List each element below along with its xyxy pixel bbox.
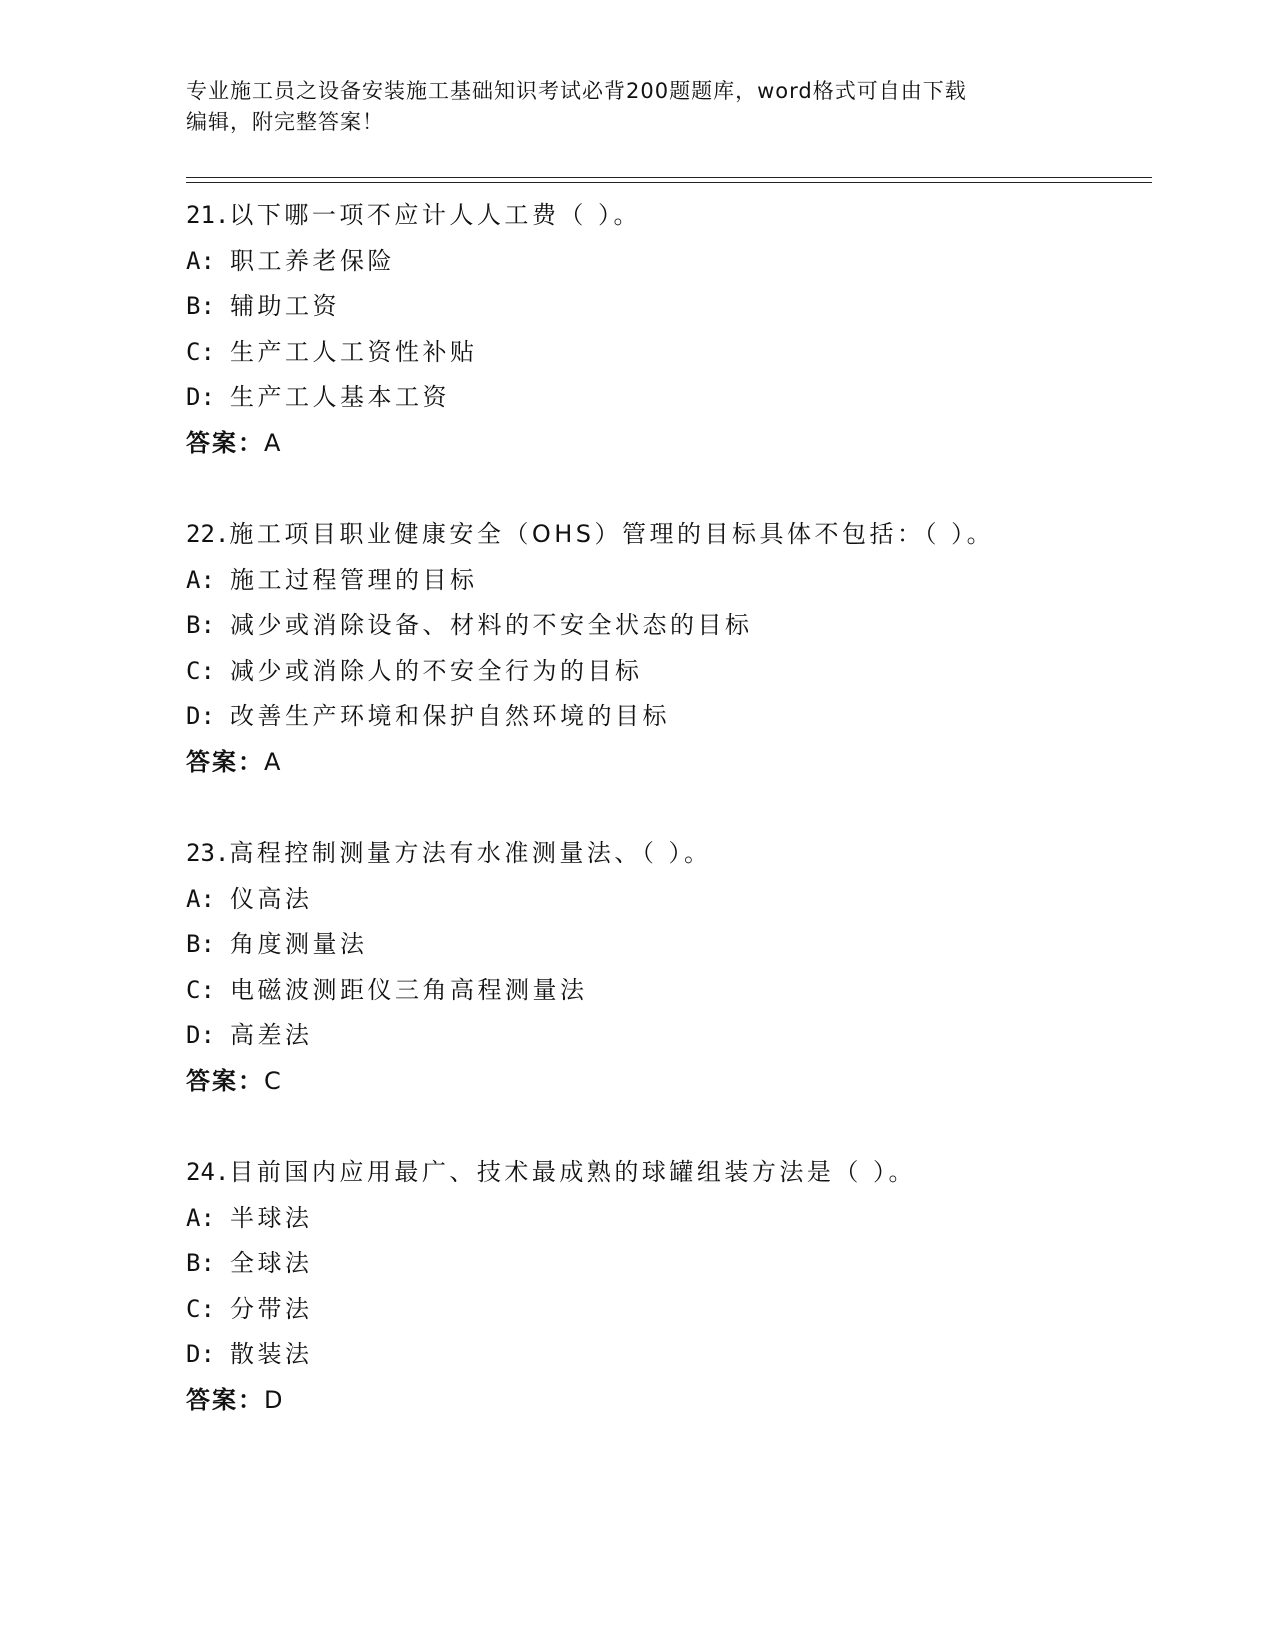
option-c — [186, 330, 1152, 376]
option-text: 职工养老保险 — [230, 246, 395, 275]
option-text: 辅助工资 — [230, 292, 340, 321]
option-key: C: — [186, 656, 215, 685]
question-23 — [186, 831, 1152, 1150]
question-stem — [186, 512, 1152, 558]
option-text: 高差法 — [230, 1021, 313, 1050]
header-divider-top — [186, 177, 1152, 178]
option-b — [186, 284, 1152, 330]
answer-label: 答案： — [186, 1066, 264, 1095]
option-text: 角度测量法 — [230, 930, 368, 959]
option-a — [186, 877, 1152, 923]
option-key: D: — [186, 702, 215, 731]
option-key: D: — [186, 1340, 215, 1369]
option-key: B: — [186, 611, 215, 640]
option-text: 全球法 — [230, 1249, 313, 1278]
question-text: 高程控制测量方法有水准测量法、（ ）。 — [229, 839, 712, 867]
answer-value: A — [264, 428, 281, 457]
answer — [186, 1059, 1152, 1105]
option-b — [186, 603, 1152, 649]
answer — [186, 421, 1152, 467]
header-line-1: 专业施工员之设备安装施工基础知识考试必背200题题库，word格式可自由下载 — [186, 79, 967, 103]
option-key: A: — [186, 246, 215, 275]
answer — [186, 1378, 1152, 1424]
document-header — [186, 76, 1086, 138]
option-key: C: — [186, 337, 215, 366]
option-text: 仪高法 — [230, 884, 313, 913]
question-22 — [186, 512, 1152, 831]
header-divider-bottom — [186, 182, 1152, 183]
question-stem — [186, 831, 1152, 877]
question-text: 以下哪一项不应计人人工费（ ）。 — [229, 201, 641, 229]
option-key: B: — [186, 1249, 215, 1278]
question-list — [186, 193, 1152, 1469]
answer — [186, 740, 1152, 786]
question-number: 21. — [186, 201, 230, 229]
option-text: 散装法 — [230, 1340, 313, 1369]
question-21 — [186, 193, 1152, 512]
question-text: 目前国内应用最广、技术最成熟的球罐组装方法是（ ）。 — [229, 1158, 916, 1186]
header-line-2: 编辑，附完整答案！ — [186, 110, 384, 134]
question-24 — [186, 1150, 1152, 1469]
question-number: 24. — [186, 1158, 230, 1186]
answer-label: 答案： — [186, 428, 264, 457]
option-d — [186, 694, 1152, 740]
answer-value: D — [264, 1385, 283, 1414]
answer-label: 答案： — [186, 747, 264, 776]
option-d — [186, 1332, 1152, 1378]
option-b — [186, 922, 1152, 968]
answer-value: C — [264, 1066, 281, 1095]
option-text: 生产工人基本工资 — [230, 383, 450, 412]
option-key: A: — [186, 884, 215, 913]
question-text: 施工项目职业健康安全（OHS）管理的目标具体不包括：（ ）。 — [229, 520, 995, 548]
option-d — [186, 1013, 1152, 1059]
option-key: B: — [186, 292, 215, 321]
option-key: A: — [186, 565, 215, 594]
option-key: C: — [186, 1294, 215, 1323]
option-c — [186, 1287, 1152, 1333]
option-c — [186, 649, 1152, 695]
question-number: 23. — [186, 839, 230, 867]
option-text: 施工过程管理的目标 — [230, 565, 478, 594]
option-text: 分带法 — [230, 1294, 313, 1323]
option-text: 减少或消除设备、材料的不安全状态的目标 — [230, 611, 753, 640]
option-c — [186, 968, 1152, 1014]
option-text: 半球法 — [230, 1203, 313, 1232]
option-text: 生产工人工资性补贴 — [230, 337, 478, 366]
answer-label: 答案： — [186, 1385, 264, 1414]
option-d — [186, 375, 1152, 421]
option-a — [186, 558, 1152, 604]
question-stem — [186, 1150, 1152, 1196]
option-a — [186, 1196, 1152, 1242]
option-key: D: — [186, 1021, 215, 1050]
option-a — [186, 239, 1152, 285]
option-text: 减少或消除人的不安全行为的目标 — [230, 656, 643, 685]
question-number: 22. — [186, 520, 230, 548]
option-key: A: — [186, 1203, 215, 1232]
question-stem — [186, 193, 1152, 239]
answer-value: A — [264, 747, 281, 776]
option-text: 改善生产环境和保护自然环境的目标 — [230, 702, 670, 731]
option-key: C: — [186, 975, 215, 1004]
option-key: D: — [186, 383, 215, 412]
option-b — [186, 1241, 1152, 1287]
option-text: 电磁波测距仪三角高程测量法 — [230, 975, 588, 1004]
option-key: B: — [186, 930, 215, 959]
